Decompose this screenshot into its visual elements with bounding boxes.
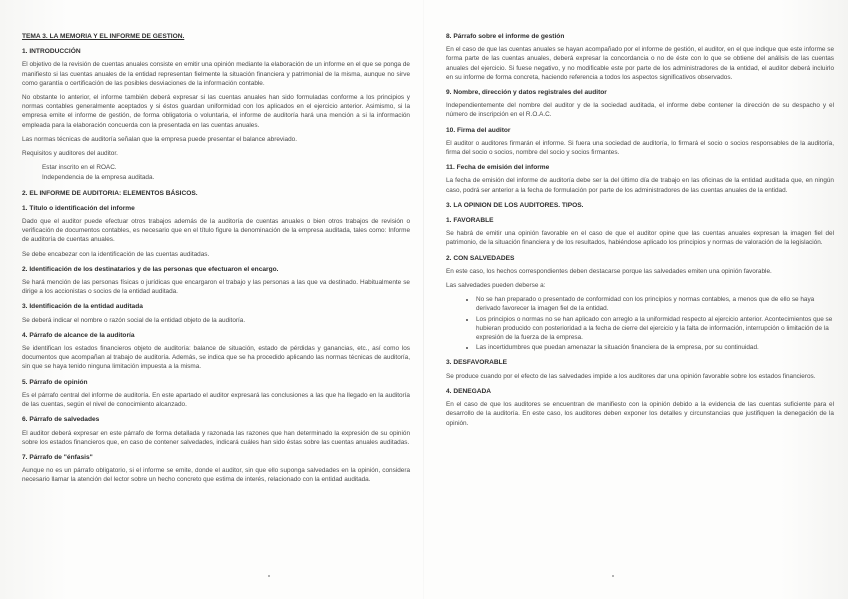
requirements-list [22, 163, 410, 182]
subsection-heading: 1. FAVORABLE [446, 217, 494, 225]
subsection-heading: 7. Párrafo de "énfasis" [22, 453, 93, 461]
left-column [22, 32, 410, 490]
paragraph: El objetivo de la revisión de cuentas anuales consiste en emitir una opinión mediante la elaboración de un informe en el que se ponga de manifiesto si las cuentas anuales de la entidad representan fielmente la situación financiera y patrimonial de la misma, aunque no sirve como garantía o certificación de las posibles desviaciones de la información contable. [22, 61, 410, 87]
subsection-heading: 1. Título o identificación del informe [22, 204, 135, 212]
section-heading-introduccion: 1. INTRODUCCIÓN [22, 48, 81, 56]
section-heading-opinion: 3. LA OPINION DE LOS AUDITORES. TIPOS. [446, 201, 584, 209]
paragraph: Se deberá indicar el nombre o razón social de la entidad objeto de la auditoría. [22, 316, 246, 324]
paragraph: Se identifican los estados financieros objeto de auditoría: balance de situación, estado de pérdidas y ganancias, etc., así como los documentos que acompañan al trabajo de auditoría. Además, se indica que se ha procedido aplicando las normas técnicas de auditoría, sin que se haya tenido ninguna limitación impuesta a la misma. [22, 345, 410, 371]
salvedades-list [446, 295, 834, 352]
subsection-heading: 8. Párrafo sobre el informe de gestión [446, 33, 565, 40]
subsection-heading: 5. Párrafo de opinión [22, 378, 88, 386]
page-fold [423, 0, 424, 599]
paragraph: Aunque no es un párrafo obligatorio, si el informe se emite, donde el auditor, sin que ello suponga salvedades en la opinión, considera necesario llamar la atención del lector sobre un hecho concreto que estima de interés, relacionado con la entidad auditada. [22, 467, 410, 484]
list-item: • Los principios o normas no se han aplicado con arreglo a la uniformidad respecto al ejercicio anterior. Acontecimientos que se hubieran producido con posterioridad a la fecha de cierre del ejercicio y la falta de información, interrupción o limitación de la expresión de la fuerza de la empresa. [476, 315, 834, 343]
paragraph: En el caso de que las cuentas anuales se hayan acompañado por el informe de gestión, el auditor, en el que indique que este informe se forma parte de las cuentas anuales, deberá expresar la concordancia o no de éste con lo que se obtiene del análisis de las cuentas anuales del ejercicio. Si fuese negativo, y no modificable este por parte de los administradores de la entidad, el auditor deberá incluirlo en su informe de forma concreta, haciendo referencia a todos los aspectos significativos observados. [446, 46, 834, 81]
subsection-heading: 6. Párrafo de salvedades [22, 416, 100, 424]
paragraph: Dado que el auditor puede efectuar otros trabajos además de la auditoría de cuentas anuales o bien otros trabajos de revisión o verificación de documentos contables, es necesario que en el título figure la denominación de la empresa auditada, tales como: Informe de auditoría de cuentas anuales. [22, 218, 410, 244]
list-item: Estar inscrito en el ROAC. [42, 164, 117, 172]
subsection-heading: 4. DENEGADA [446, 387, 492, 395]
list-item: • No se han preparado o presentado de conformidad con los principios y normas contables, a menos que de ello se haya derivado favorecer la imagen fiel de la entidad. [476, 295, 834, 313]
paragraph: Independientemente del nombre del auditor y de la sociedad auditada, el informe debe contener la dirección de su despacho y el número de inscripción en el R.O.A.C. [446, 102, 834, 119]
paragraph: Las normas técnicas de auditoría señalan que la empresa puede presentar el balance abreviado. [22, 135, 297, 143]
subsection-heading: 10. Firma del auditor [446, 126, 511, 134]
paragraph: Las salvedades pueden deberse a: [446, 282, 546, 290]
paragraph: Se produce cuando por el efecto de las salvedades impide a los auditores dar una opinión favorable sobre los estados financieros. [446, 372, 816, 380]
subsection-heading: 2. Identificación de los destinatarios y de las personas que efectuaron el encargo. [22, 265, 279, 273]
subsection-heading: 3. DESFAVORABLE [446, 359, 508, 367]
paragraph: La fecha de emisión del informe de auditoría debe ser la del último día de trabajo en las oficinas de la entidad auditada que, en ningún caso, podrá ser anterior a la fecha de formulación por parte de los administradores de las cuentas anuales de la entidad. [446, 177, 834, 194]
paragraph: Se hará mención de las personas físicas o jurídicas que encargaron el trabajo y las personas a las que va destinado. Habitualmente se dirige a los accionistas o socios de la entidad auditada. [22, 279, 410, 296]
right-column [446, 32, 834, 433]
subsection-heading: 9. Nombre, dirección y datos registrales del auditor [446, 89, 607, 97]
paragraph: El auditor deberá expresar en este párrafo de forma detallada y razonada las razones que han determinado la expresión de su opinión sobre los estados financieros que, en caso de contener salvedades, indicará cuáles han sido éstas sobre las cuentas anuales auditadas. [22, 429, 410, 446]
subsection-heading: 3. Identificación de la entidad auditada [22, 303, 143, 311]
paragraph: Se debe encabezar con la identificación de las cuentas auditadas. [22, 250, 210, 258]
paragraph: En este caso, los hechos correspondientes deben destacarse porque las salvedades emiten una opinión favorable. [446, 267, 772, 275]
page-mark [268, 575, 270, 577]
page-mark [612, 575, 614, 577]
document-title: TEMA 3. LA MEMORIA Y EL INFORME DE GESTION. [22, 33, 185, 40]
subsection-heading: 4. Párrafo de alcance de la auditoría [22, 331, 135, 339]
section-heading-informe: 2. EL INFORME DE AUDITORIA: ELEMENTOS BÁSICOS. [22, 189, 198, 197]
subsection-heading: 2. CON SALVEDADES [446, 254, 515, 262]
paragraph: El auditor o auditores firmarán el informe. Si fuera una sociedad de auditoría, lo firmará el socio o socios responsables de la auditoría, firma del socio o socios, nombre del socio y socios firmantes. [446, 139, 834, 157]
list-item: Independencia de la empresa auditada. [42, 174, 155, 182]
paragraph: Requisitos y auditores del auditor. [22, 150, 118, 158]
paragraph: Es el párrafo central del informe de auditoría. En este apartado el auditor expresará las conclusiones a las que ha llegado en la auditoría de las cuentas, según el nivel de conocimiento alcanzado. [22, 391, 410, 409]
list-item: • Las incertidumbres que puedan amenazar la situación financiera de la empresa, por su continuidad. [476, 343, 834, 352]
subsection-heading: 11. Fecha de emisión del informe [446, 164, 550, 172]
paragraph: En el caso de que los auditores se encuentran de manifiesto con la opinión debido a la evidencia de las cuentas suficiente para el desarrollo de la auditoría. En este caso, los auditores deben exponer los detalles y circunstancias que justifiquen la denegación de la opinión. [446, 401, 834, 427]
paragraph: No obstante lo anterior, el informe también deberá expresar si las cuentas anuales han sido formuladas conforme a los principios y normas contables generalmente aceptados y si éstos guardan uniformidad con los aplicados en el ejercicio anterior. Asimismo, si la empresa emite el informe de gestión, de forma obligatoria o voluntaria, el informe de auditoría hará una mención a si la información empleada para la elaboración concuerda con la presentada en las cuentas anuales. [22, 94, 410, 129]
paragraph: Se habrá de emitir una opinión favorable en el caso de que el auditor opine que las cuentas anuales expresan la imagen fiel del patrimonio, de la situación financiera y de los resultados, habiéndose aplicado los principios y normas de valoración de la legislación. [446, 230, 834, 247]
